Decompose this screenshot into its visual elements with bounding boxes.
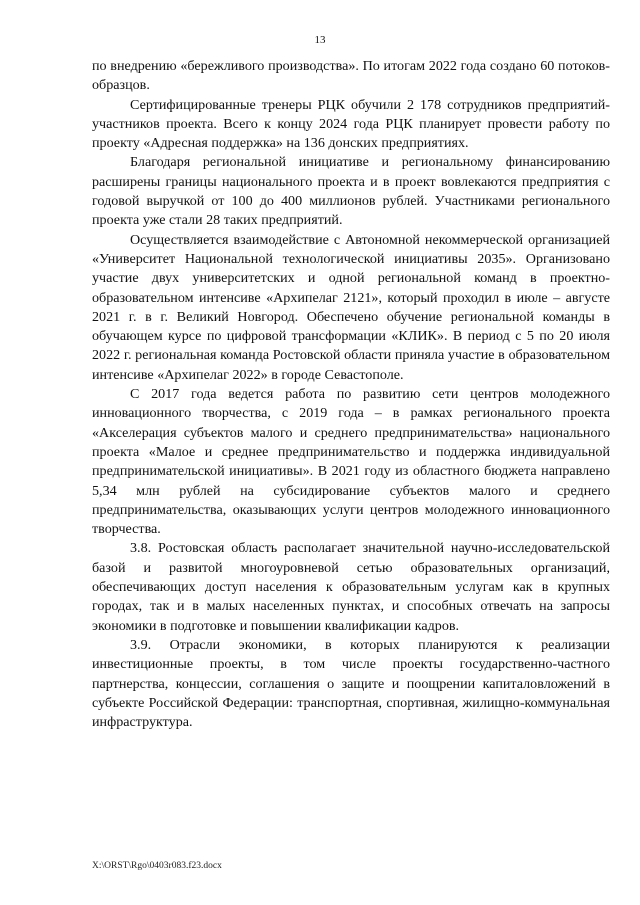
paragraph-regional-initiative: Благодаря региональной инициативе и региональному финансированию расширены границы национального проекта и в проект вовлекаются предприятия с годовой выручкой от 100 до 400 миллионов рублей. Участниками регионального проекта уже стали 28 таких предприятий. [92,154,610,229]
paragraph-youth-innovation-centers: С 2017 года ведется работа по развитию сети центров молодежного инновационного творчества, с 2019 года – в рамках регионального проекта «Акселерация субъектов малого и среднего предпринимательства» национального проекта «Малое и среднее предпринимательство и поддержка индивидуальной предпринимательской инициативы». В 2021 году из областного бюджета направлено 5,34 млн рублей на субсидирование субъектов малого и среднего предпринимательства, оказывающих услуги центров молодежного инновационного творчества. [92,386,610,538]
paragraph-trainers: Сертифицированные тренеры РЦК обучили 2 178 сотрудников предприятий-участников проекта. Всего к концу 2024 года РЦК планирует провести работу по проекту «Адресная поддержка» на 136 донских предприятиях. [92,96,610,152]
paragraph-university-cooperation: Осуществляется взаимодействие с Автономной некоммерческой организацией «Университет Национальной технологической инициативы 2035». Организовано участие двух университетских и одной региональной команд в проектно-образовательном интенсиве «Архипелаг 2121», который проходил в июле – августе 2021 г. в г. Великий Новгород. Обеспечено обучение региональной команды в обучающем курсе по цифровой трансформации «КЛИК». В период с 5 по 20 июля 2022 г. региональная команда Ростовской области приняла участие в образовательном интенсиве «Архипелаг 2022» в городе Севастополе. [92,231,610,383]
paragraph-3-9-investment-sectors: 3.9. Отрасли экономики, в которых планируются к реализации инвестиционные проекты, в том числе проекты государственно-частного партнерства, концессии, соглашения о защите и поощрении капиталовложений в субъекте Российской Федерации: транспортная, спортивная, жилищно-коммунальная инфраструктура. [92,636,610,731]
footer-file-path: X:\ORST\Rgo\0403r083.f23.docx [92,861,222,871]
paragraph-3-8-education-base: 3.8. Ростовская область располагает значительной научно-исследовательской базой и развитой многоуровневой сетью образовательных организаций, обеспечивающих доступ населения к образовательным услугам как в крупных городах, так и в малых населенных пунктах, и способных отвечать на запросы экономики в подготовке и повышении квалификации кадров. [92,540,610,634]
page-number: 13 [314,34,326,46]
document-body [92,57,610,732]
paragraph-continuation: по внедрению «бережливого производства». По итогам 2022 года создано 60 потоков-образцов. [92,58,610,94]
